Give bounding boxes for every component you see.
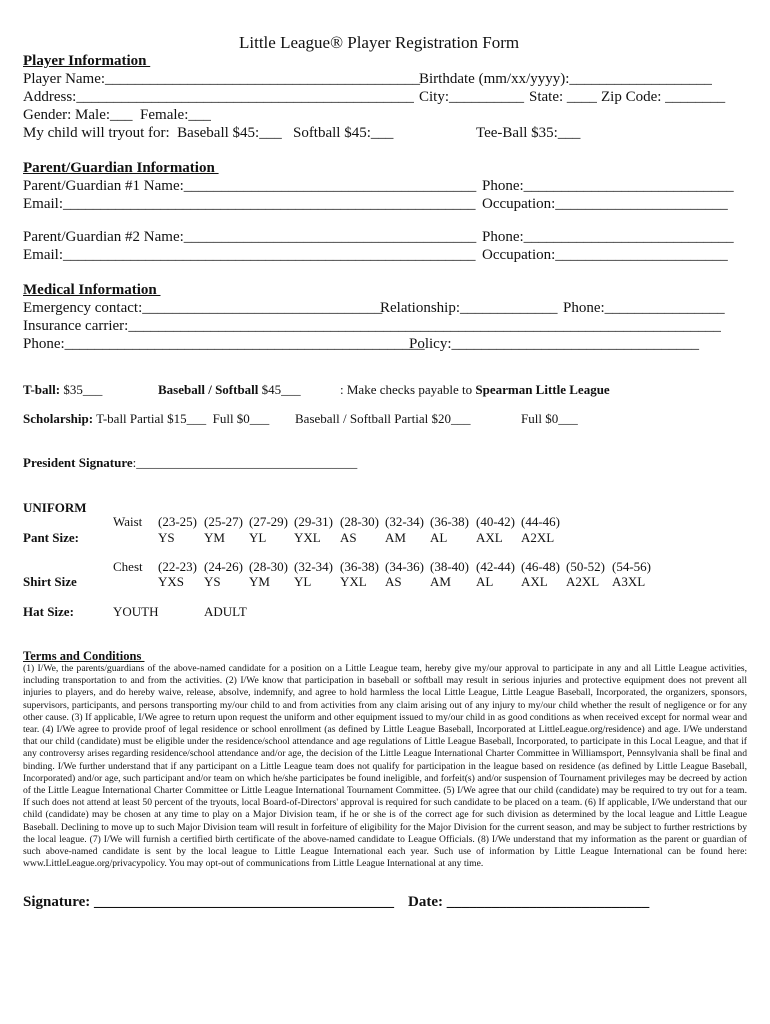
chest-range: (22-23) bbox=[158, 559, 197, 574]
scholarship-tball-options: T-ball Partial $15___ Full $0___ bbox=[93, 411, 270, 426]
waist-range: (44-46) bbox=[521, 514, 560, 529]
shirt-size-option[interactable]: YM bbox=[249, 574, 270, 589]
guardian1-name-field[interactable]: Parent/Guardian #1 Name:_______________________________________ bbox=[23, 178, 477, 194]
shirt-size-option[interactable]: A2XL bbox=[566, 574, 600, 589]
shirt-size-option[interactable]: A3XL bbox=[612, 574, 646, 589]
waist-range: (23-25) bbox=[158, 514, 197, 529]
address-field[interactable]: Address:_____________________________________________ bbox=[23, 89, 414, 105]
policy-field[interactable]: Policy:_________________________________ bbox=[409, 336, 700, 352]
guardian2-phone-field[interactable]: Phone:____________________________ bbox=[482, 229, 734, 245]
gender-field[interactable]: Gender: Male:___ Female:___ bbox=[23, 107, 211, 123]
parent-info-heading: Parent/Guardian Information bbox=[23, 160, 219, 176]
waist-range: (28-30) bbox=[340, 514, 379, 529]
medical-info-heading: Medical Information bbox=[23, 282, 161, 298]
president-signature-line: :__________________________________ bbox=[132, 455, 358, 470]
chest-range: (28-30) bbox=[249, 559, 288, 574]
hat-size-label: Hat Size: bbox=[23, 604, 74, 619]
insurance-carrier-field[interactable]: Insurance carrier:_______________________________________________________________________________ bbox=[23, 318, 721, 334]
checks-payee: Spearman Little League bbox=[475, 382, 610, 397]
waist-range: (40-42) bbox=[476, 514, 515, 529]
waist-range: (32-34) bbox=[385, 514, 424, 529]
pant-size-label: Pant Size: bbox=[23, 530, 79, 545]
terms-heading: Terms and Conditions bbox=[23, 649, 145, 663]
player-name-field[interactable]: Player Name:__________________________________________ bbox=[23, 71, 421, 87]
uniform-heading: UNIFORM bbox=[23, 500, 87, 515]
shirt-size-option[interactable]: YS bbox=[204, 574, 221, 589]
president-signature-field[interactable] bbox=[23, 456, 357, 469]
state-field[interactable]: State: ____ bbox=[529, 89, 597, 105]
chest-range: (24-26) bbox=[204, 559, 243, 574]
player-info-heading: Player Information bbox=[23, 53, 151, 69]
guardian1-phone-field[interactable]: Phone:____________________________ bbox=[482, 178, 734, 194]
guardian2-email-field[interactable]: Email:_______________________________________________________ bbox=[23, 247, 476, 263]
chest-range: (32-34) bbox=[294, 559, 333, 574]
pant-size-option[interactable]: YS bbox=[158, 530, 175, 545]
signature-field[interactable]: Signature: ________________________________________ bbox=[23, 894, 394, 910]
shirt-size-option[interactable]: AS bbox=[385, 574, 402, 589]
birthdate-field[interactable]: Birthdate (mm/xx/yyyy):___________________ bbox=[419, 71, 712, 87]
shirt-size-label: Shirt Size bbox=[23, 574, 77, 589]
pant-size-option[interactable]: AXL bbox=[476, 530, 503, 545]
chest-range: (36-38) bbox=[340, 559, 379, 574]
waist-range: (29-31) bbox=[294, 514, 333, 529]
date-field[interactable]: Date: ___________________________ bbox=[408, 894, 650, 910]
shirt-size-option[interactable]: YXL bbox=[340, 574, 367, 589]
waist-range: (25-27) bbox=[204, 514, 243, 529]
chest-label: Chest bbox=[113, 559, 143, 574]
city-field[interactable]: City:__________ bbox=[419, 89, 525, 105]
form-title: Little League® Player Registration Form bbox=[239, 33, 520, 52]
scholarship-tball[interactable] bbox=[23, 412, 269, 425]
emergency-contact-field[interactable]: Emergency contact:________________________________ bbox=[23, 300, 383, 316]
chest-range: (38-40) bbox=[430, 559, 469, 574]
teeball-field[interactable]: Tee-Ball $35:___ bbox=[476, 125, 581, 141]
pant-size-option[interactable]: YXL bbox=[294, 530, 321, 545]
pant-size-option[interactable]: YM bbox=[204, 530, 225, 545]
shirt-size-option[interactable]: AL bbox=[476, 574, 494, 589]
waist-label: Waist bbox=[113, 514, 143, 529]
zip-code-field[interactable]: Zip Code: ________ bbox=[601, 89, 726, 105]
pant-size-option[interactable]: AL bbox=[430, 530, 448, 545]
tryout-field[interactable]: My child will tryout for: Baseball $45:___ Softball $45:___ bbox=[23, 125, 394, 141]
pant-size-option[interactable]: A2XL bbox=[521, 530, 555, 545]
checks-payable-prefix: : Make checks payable to bbox=[340, 382, 476, 397]
baseball-fee-value: $45___ bbox=[258, 382, 301, 397]
shirt-size-option[interactable]: AM bbox=[430, 574, 451, 589]
scholarship-baseball[interactable]: Baseball / Softball Partial $20___ bbox=[295, 411, 471, 426]
chest-range: (54-56) bbox=[612, 559, 651, 574]
checks-payable-note bbox=[340, 383, 610, 396]
shirt-size-option[interactable]: YXS bbox=[158, 574, 185, 589]
relationship-field[interactable]: Relationship:_____________ bbox=[380, 300, 558, 316]
shirt-size-option[interactable]: YL bbox=[294, 574, 312, 589]
tball-fee-value: $35___ bbox=[60, 382, 103, 397]
emergency-phone-field[interactable]: Phone:________________ bbox=[563, 300, 725, 316]
insurance-phone-field[interactable]: Phone:________________________________________________ bbox=[23, 336, 425, 352]
guardian2-occupation-field[interactable]: Occupation:_______________________ bbox=[482, 247, 728, 263]
baseball-fee-label: Baseball / Softball bbox=[158, 382, 259, 397]
scholarship-full[interactable]: Full $0___ bbox=[521, 411, 578, 426]
pant-size-option[interactable]: YL bbox=[249, 530, 267, 545]
pant-size-option[interactable]: AS bbox=[340, 530, 357, 545]
shirt-size-option[interactable]: AXL bbox=[521, 574, 548, 589]
tball-fee-label: T-ball: bbox=[23, 382, 61, 397]
hat-size-adult[interactable]: ADULT bbox=[204, 604, 247, 619]
chest-range: (50-52) bbox=[566, 559, 605, 574]
tball-fee[interactable] bbox=[23, 383, 102, 396]
guardian1-email-field[interactable]: Email:_______________________________________________________ bbox=[23, 196, 476, 212]
terms-body: (1) I/We, the parents/guardians of the above-named candidate for a position on a Little League team, hereby give my/our approval to participate in any and all Little League activities, including transportation to and from the activities. (2) I/We know that participation in baseball or softball may result in serious injuries and protective equipment does not prevent all injuries to players, and do hereby waive, release, absolve, indemnify, and agree to hold harmless the local Little League, Little League Baseball, Incorporated, the organizers, sponsors, supervisors, participants, and persons transporting my/our child to and from activities from any claim arising out of any injury to my/our child whether the result of negligence or for any other cause. (3) If applicable, I/We agree to return upon request the uniform and other equipment issued to my/our child in as good conditions as when received except for normal wear and tear. (4) I/We agree to provide proof of legal residence or school enrollment (as defined by Little League Baseball, Incorporated at LittleLeague.org/residence) and age. I/We understand that our child (candidate) must be eligible under the residence/school attendance and age regulations of Little League Baseball, Incorporated, to participate in this Local League, and that if any controversy arises regarding residence/school attendance and/or age, the decision of the Little League International Charter Committee in Williamsport, Pennsylvania shall be final and binding. I/We further understand that if any participant on a Little League team does not qualify for participation in the league based on residence (as defined by Little League Baseball, Incorporated) and/or age, such participant and/or team on which he/she participates be found ineligible, and forfeit(s) and/or suspension of Tournament privileges may be decreed by action of the Little League International Charter Committee or Little League International Tournament Committee. (5) I/We agree that our child (candidate) may be required to try out for a team. If such does not attend at least 50 percent of the tryouts, local Board-of-Directors' approval is required for such candidate to be placed on a team. (6) If applicable, I/We understand that our child (candidate) may be chosen at any time to play on a Major Division team, if he or she is of the correct age for such division as determined by the local league and Little League Baseball. Declining to move up to such Major Division team will result in forfeiture of eligibility for the Major Division for the current season, and may be subject to further restrictions by the local league. (7) I/We will furnish a certified birth certificate of the above-named candidate to League Officials. (8) I/We understand that my information as the parent or guardian of such above-named candidate is sent by the local league to Little League International each year. Such use of information by Little League International can be found here: www.LittleLeague.org/privacypolicy. You may opt-out of communications from Little League International at any time. bbox=[23, 663, 747, 870]
scholarship-label: Scholarship: bbox=[23, 411, 94, 426]
chest-range: (34-36) bbox=[385, 559, 424, 574]
chest-range: (46-48) bbox=[521, 559, 560, 574]
guardian1-occupation-field[interactable]: Occupation:_______________________ bbox=[482, 196, 728, 212]
pant-size-option[interactable]: AM bbox=[385, 530, 406, 545]
hat-size-youth[interactable]: YOUTH bbox=[113, 604, 159, 619]
waist-range: (27-29) bbox=[249, 514, 288, 529]
chest-range: (42-44) bbox=[476, 559, 515, 574]
waist-range: (36-38) bbox=[430, 514, 469, 529]
guardian2-name-field[interactable]: Parent/Guardian #2 Name:_______________________________________ bbox=[23, 229, 477, 245]
baseball-fee[interactable] bbox=[158, 383, 301, 396]
president-signature-label: President Signature bbox=[23, 455, 133, 470]
